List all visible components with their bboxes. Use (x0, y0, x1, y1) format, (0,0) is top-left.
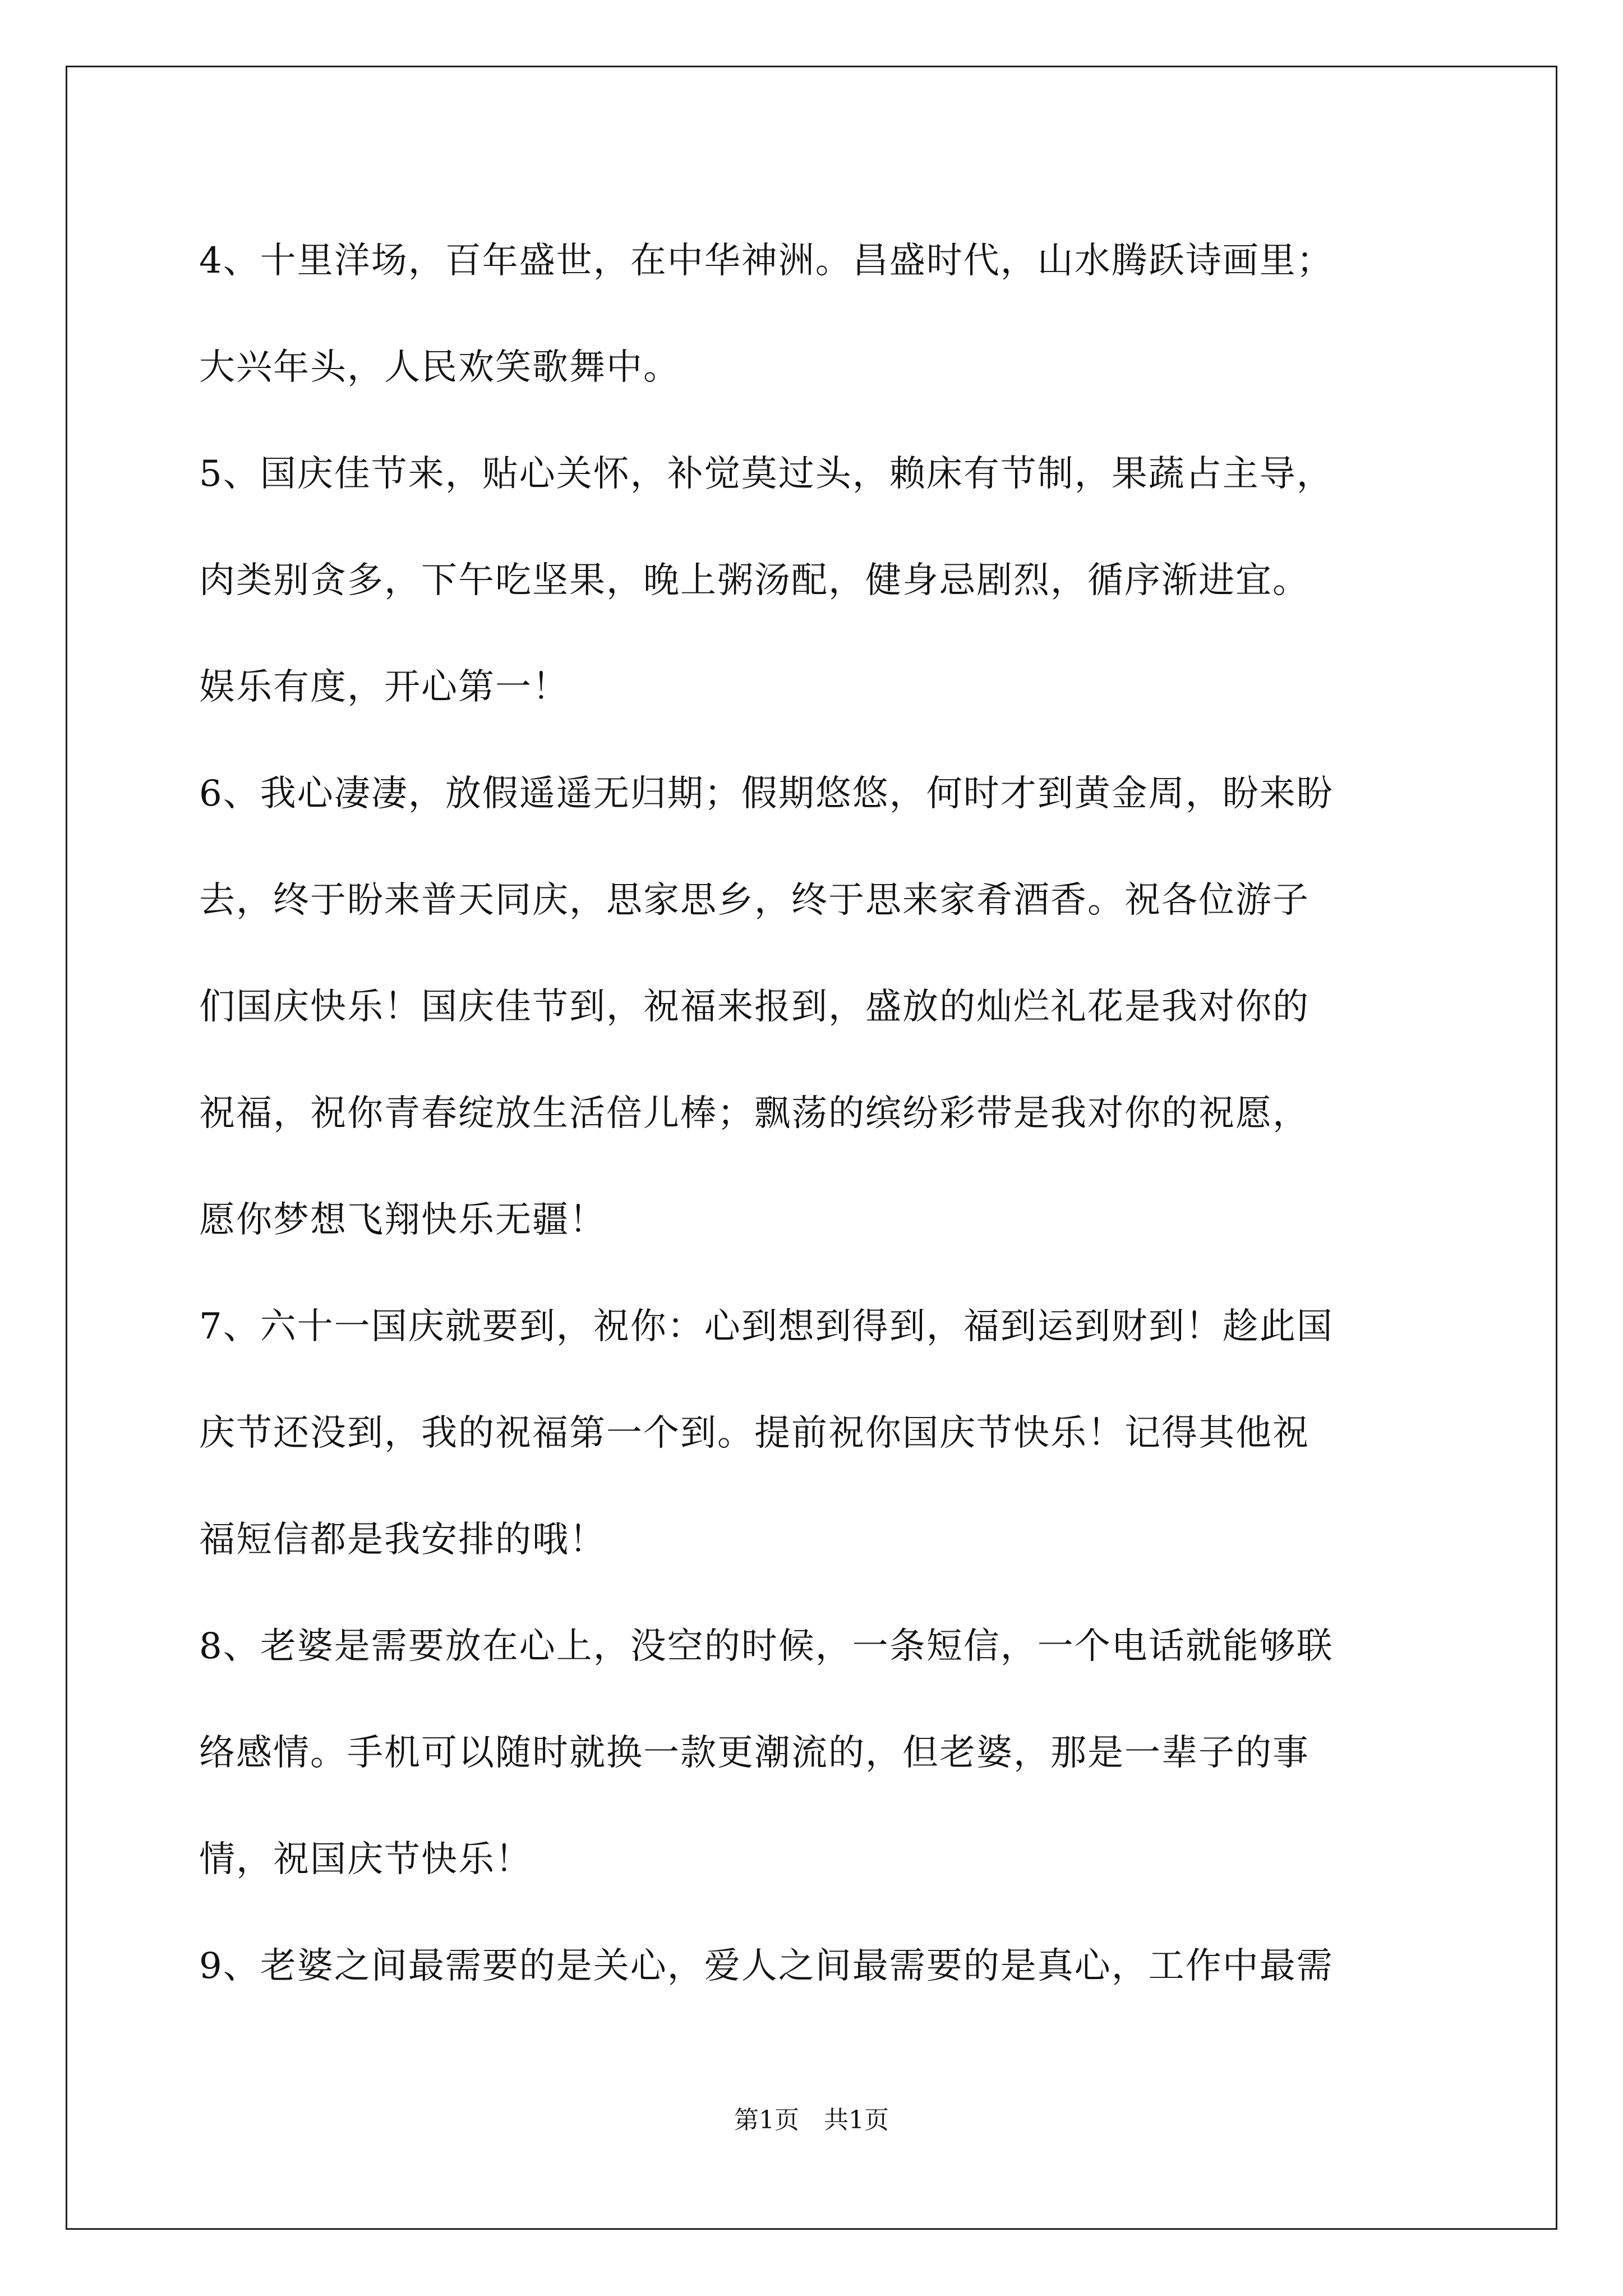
text-line: 娱乐有度，开心第一！ (199, 666, 569, 708)
page-footer: 第1页 共1页 (734, 2106, 889, 2134)
text-line: 8、老婆是需要放在心上，没空的时候，一条短信，一个电话就能够联 (199, 1626, 1334, 1667)
text-line: 7、六十一国庆就要到，祝你：心到想到得到，福到运到财到！趁此国 (199, 1306, 1334, 1347)
text-line: 5、国庆佳节来，贴心关怀，补觉莫过头，赖床有节制，果蔬占主导， (199, 453, 1334, 495)
text-line: 去，终于盼来普天同庆，思家思乡，终于思来家肴酒香。祝各位游子 (199, 880, 1310, 921)
text-line: 4、十里洋场，百年盛世，在中华神洲。昌盛时代，山水腾跃诗画里； (199, 240, 1334, 282)
text-line: 们国庆快乐！国庆佳节到，祝福来报到，盛放的灿烂礼花是我对你的 (199, 986, 1310, 1028)
text-line: 9、老婆之间最需要的是关心，爱人之间最需要的是真心，工作中最需 (199, 1945, 1334, 1987)
text-line: 6、我心凄凄，放假遥遥无归期；假期悠悠，何时才到黄金周，盼来盼 (199, 773, 1334, 815)
text-line: 络感情。手机可以随时就换一款更潮流的，但老婆，那是一辈子的事 (199, 1732, 1310, 1774)
text-line: 福短信都是我安排的哦！ (199, 1519, 606, 1561)
text-line: 庆节还没到，我的祝福第一个到。提前祝你国庆节快乐！记得其他祝 (199, 1412, 1310, 1454)
text-line: 愿你梦想飞翔快乐无疆！ (199, 1199, 606, 1241)
text-line: 祝福，祝你青春绽放生活倍儿棒；飘荡的缤纷彩带是我对你的祝愿， (199, 1093, 1310, 1134)
document-body (199, 208, 1427, 2019)
text-line: 大兴年头，人民欢笑歌舞中。 (199, 347, 680, 388)
text-line: 肉类别贪多，下午吃坚果，晚上粥汤配，健身忌剧烈，循序渐进宜。 (199, 560, 1310, 601)
text-line: 情，祝国庆节快乐！ (199, 1839, 532, 1880)
